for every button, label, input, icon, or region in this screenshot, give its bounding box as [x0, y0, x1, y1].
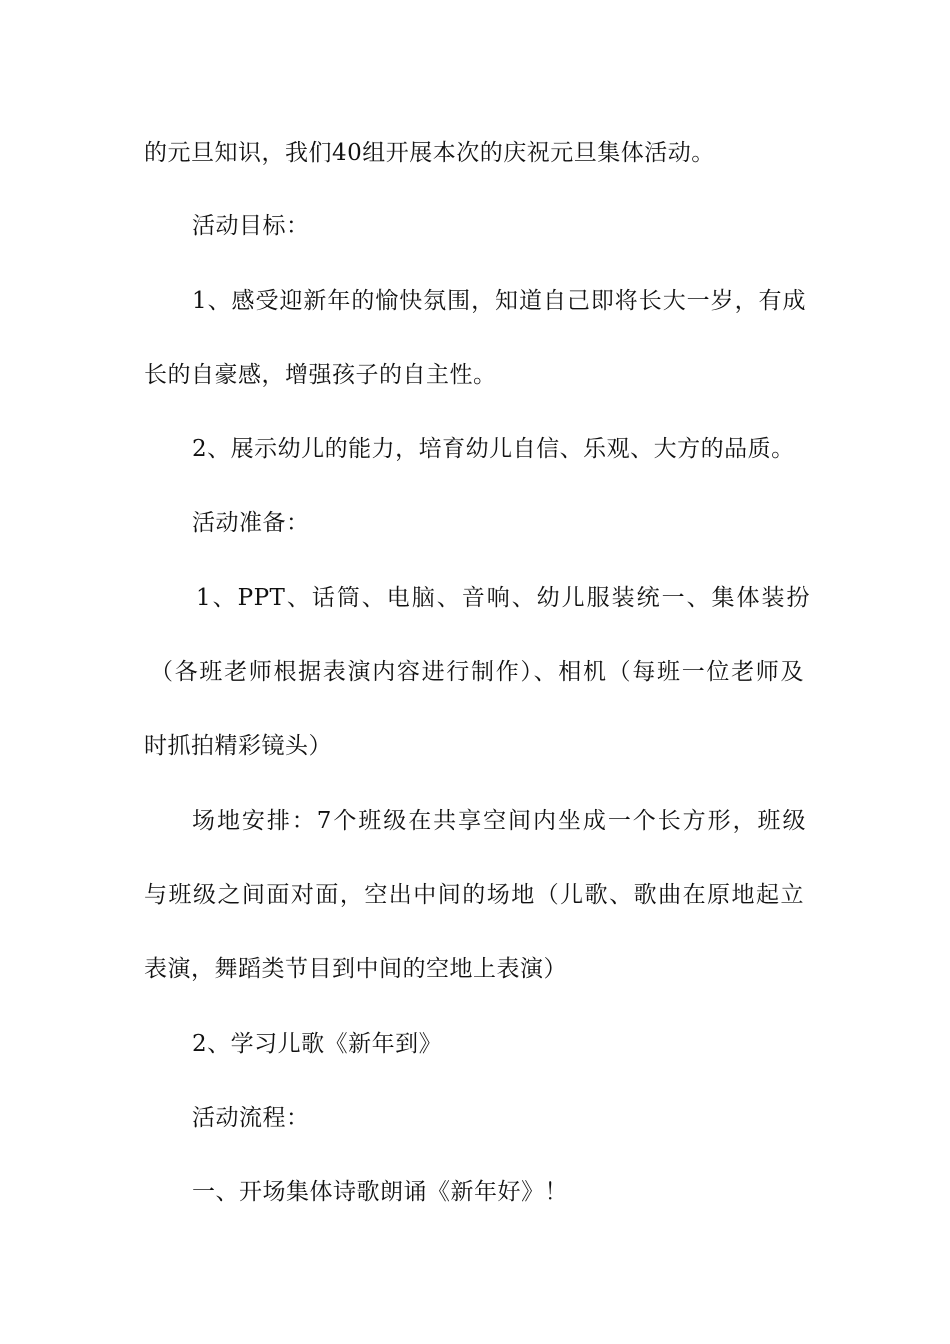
paragraph-line: 1、PPT、话筒、电脑、音响、幼儿服装统一、集体装扮 [196, 585, 810, 611]
paragraph-line: 2、展示幼儿的能力，培育幼儿自信、乐观、大方的品质。 [192, 436, 795, 462]
paragraph-line: 长的自豪感，增强孩子的自主性。 [144, 362, 497, 388]
paragraph-line: 时抓拍精彩镜头） [144, 733, 332, 759]
paragraph-line: 1、感受迎新年的愉快氛围，知道自己即将长大一岁，有成 [192, 288, 806, 314]
paragraph-line: 场地安排：7个班级在共享空间内坐成一个长方形，班级 [192, 808, 806, 834]
paragraph-line: 表演，舞蹈类节目到中间的空地上表演） [144, 956, 567, 982]
paragraph-line: 的元旦知识，我们40组开展本次的庆祝元旦集体活动。 [144, 140, 715, 166]
section-heading-goals: 活动目标： [192, 213, 310, 239]
section-heading-process: 活动流程： [192, 1105, 310, 1131]
paragraph-line: 2、学习儿歌《新年到》 [192, 1031, 443, 1057]
paragraph-line: 一、开场集体诗歌朗诵《新年好》！ [192, 1179, 568, 1205]
section-heading-preparation: 活动准备： [192, 510, 310, 536]
paragraph-line: （各班老师根据表演内容进行制作）、相机（每班一位老师及 [150, 659, 804, 685]
paragraph-line: 与班级之间面对面，空出中间的场地（儿歌、歌曲在原地起立 [144, 882, 804, 908]
